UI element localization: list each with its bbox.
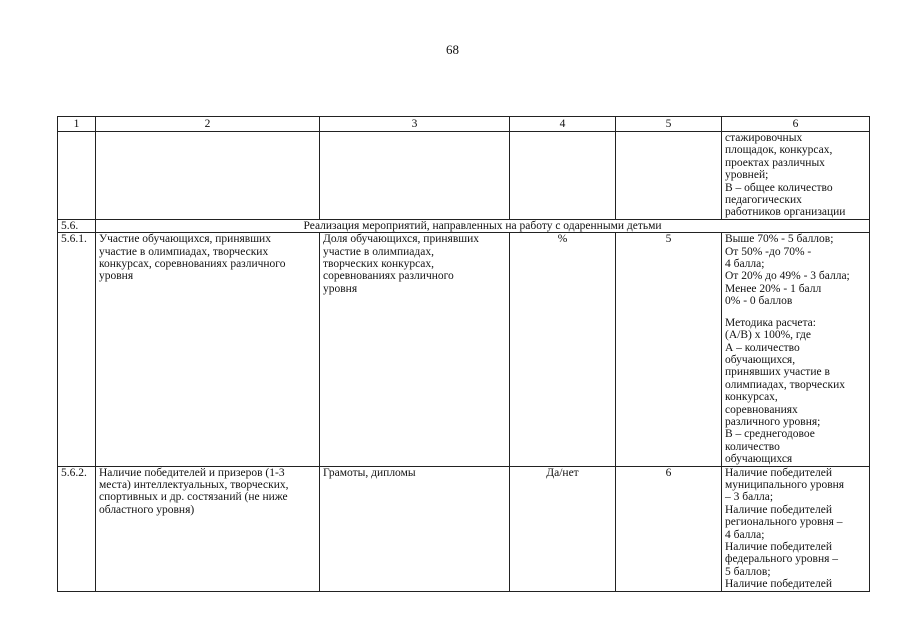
section-number: 5.6. [58,219,96,232]
text-line: Участие обучающихся, принявших [99,233,271,246]
unit-cell: % [510,233,616,466]
section-title: Реализация мероприятий, направленных на работу с одаренными детьми [96,219,870,232]
text-line: Доля обучающихся, принявших [323,233,480,246]
indicator-cell [96,233,320,466]
text-line: А – количество [725,341,800,354]
text-line: педагогических [725,194,802,207]
measure-cell [320,466,510,591]
section-row [58,219,870,232]
text-line: конкурсах, [725,391,778,404]
text-line: 4 балла; [725,258,765,271]
text-line: 0% - 0 баллов [725,295,793,308]
text-line: обучающихся [725,453,793,466]
table-row-5-6-1 [58,233,870,466]
unit-cell: Да/нет [510,466,616,591]
text-line: Наличие победителей [725,503,833,516]
text-line: уровня [323,282,358,295]
criteria-cell [722,233,870,466]
continued-cell-1 [58,132,96,220]
text-line: спортивных и др. состязаний (не ниже [99,491,288,504]
text-line: муниципального уровня [725,478,845,491]
text-line: площадок, конкурсах, [725,144,833,157]
header-col-1: 1 [58,117,96,132]
table-row-continued [58,132,870,220]
text-line: работников организации [725,206,846,219]
text-line: проектах различных [725,156,825,169]
header-col-5: 5 [616,117,722,132]
text-line: различного уровня; [725,415,821,428]
text-line: количество [725,440,780,453]
indicator-cell [96,466,320,591]
text-line: конкурсах, соревнованиях различного [99,258,286,271]
text-line: стажировочных [725,132,803,144]
text-line: уровней; [725,169,769,182]
continued-cell-2 [96,132,320,220]
text-line: регионального уровня – [725,516,843,529]
header-col-4: 4 [510,117,616,132]
text-line: Наличие победителей и призеров (1-3 [99,466,285,479]
max-score-cell: 5 [616,233,722,466]
page-number: 68 [446,42,459,57]
text-line: участие в олимпиадах, творческих [99,245,269,258]
text-line: 5 баллов; [725,565,771,578]
max-score-cell: 6 [616,466,722,591]
continued-cell-3 [320,132,510,220]
text-line: участие в олимпиадах, [323,245,434,258]
paragraph-gap [725,308,866,317]
text-line: творческих конкурсах, [323,258,435,271]
text-line: соревнованиях различного [323,270,454,283]
header-col-3: 3 [320,117,510,132]
text-line: От 20% до 49% - 3 балла; [725,270,850,283]
criteria-table [57,116,870,592]
text-line: обучающихся, [725,353,796,366]
table-row-5-6-2 [58,466,870,591]
text-line: Наличие победителей [725,578,833,591]
header-col-2: 2 [96,117,320,132]
measure-cell [320,233,510,466]
text-line: Выше 70% - 5 баллов; [725,233,834,246]
text-line: соревнованиях [725,403,798,416]
text-line: Методика расчета: [725,316,816,329]
text-line: Менее 20% - 1 балл [725,282,822,295]
text-line: Наличие победителей [725,466,833,479]
header-col-6: 6 [722,117,870,132]
text-line: федерального уровня – [725,553,839,566]
text-line: места) интеллектуальных, творческих, [99,478,289,491]
criteria-cell [722,466,870,591]
text-line: 4 балла; [725,528,765,541]
text-line: От 50% -до 70% - [725,245,812,258]
text-line: – 3 балла; [725,491,774,504]
continued-criteria-cell [722,132,870,220]
text-line: Грамоты, дипломы [323,466,416,479]
text-line: В – общее количество [725,181,833,194]
table-header-row [58,117,870,132]
text-line: уровня [99,270,134,283]
row-number: 5.6.1. [58,233,96,466]
text-line: олимпиадах, творческих [725,378,845,391]
text-line: В – среднегодовое [725,428,815,441]
text-line: Наличие победителей [725,541,833,553]
text-line: (А/В) х 100%, где [725,329,812,342]
text-line: принявших участие в [725,366,830,379]
continued-cell-4 [510,132,616,220]
continued-cell-5 [616,132,722,220]
row-number: 5.6.2. [58,466,96,591]
text-line: областного уровня) [99,503,195,516]
